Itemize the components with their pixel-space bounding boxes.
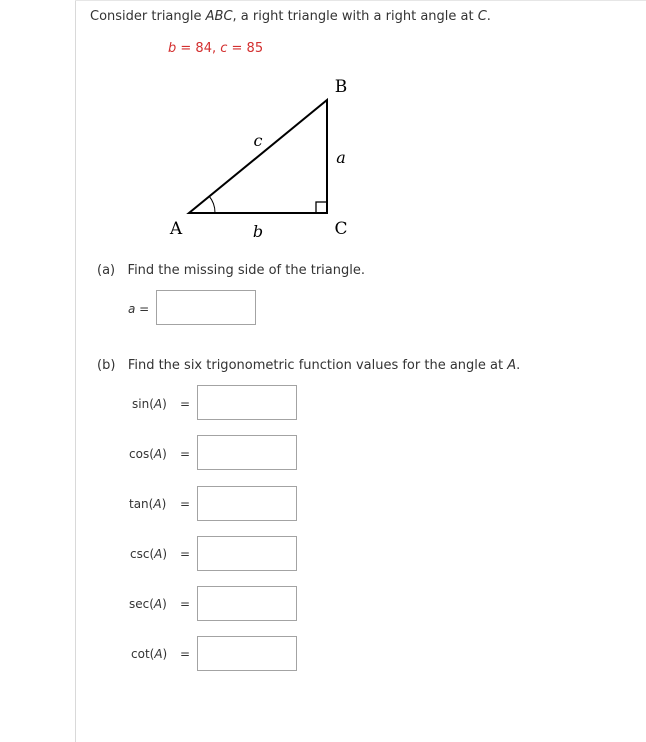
triangle-name: ABC [205,9,233,24]
answer-a-input[interactable] [156,290,256,325]
given-c-var: c [220,41,228,56]
part-b-label: (b) [97,358,116,373]
cos-close: ) [162,447,167,461]
part-b-suffix: . [516,358,521,373]
answer-a-label [128,301,149,317]
sin-arg: A [153,397,163,411]
intro-middle: , a right triangle with a right angle at [232,9,478,24]
cot-label [131,646,167,662]
cot-equals: = [180,647,191,661]
side-a-label: a [336,148,346,167]
part-a-text: Find the missing side of the triangle. [127,263,365,278]
tan-equals: = [180,497,191,511]
cos-label [129,446,167,462]
tan-close: ) [161,497,167,511]
tan-fn: tan( [129,497,154,511]
cos-equals: = [180,447,191,461]
part-b-prompt [97,358,520,374]
answer-a-eq: = [135,302,150,316]
sec-close: ) [162,597,167,611]
sec-arg: A [153,597,163,611]
csc-label [130,546,167,562]
right-triangle-diagram [0,0,646,250]
sin-close: ) [162,397,167,411]
part-a-prompt [97,263,365,279]
part-a-label: (a) [97,263,116,278]
sec-equals: = [180,597,191,611]
sin-label [132,396,167,412]
cot-input[interactable] [197,636,297,671]
vertex-c-label: C [334,219,348,239]
csc-fn: csc( [130,547,155,561]
answer-a-var: a [128,302,136,316]
tan-label [129,496,166,512]
cos-input[interactable] [197,435,297,470]
tan-input[interactable] [197,486,297,521]
csc-equals: = [180,547,191,561]
angle-a-arc [209,196,215,213]
sec-label [129,596,167,612]
vertex-b-label: B [334,77,348,97]
given-b-value: = 84, [176,41,221,56]
cot-close: ) [162,647,168,661]
cos-arg: A [153,447,163,461]
side-c-label: c [253,131,263,150]
intro-suffix: . [486,9,491,24]
sec-fn: sec( [129,597,154,611]
cot-arg: A [154,647,163,661]
part-b-text: Find the six trigonometric function values for the angle at [127,358,508,373]
right-angle-marker [316,202,327,213]
given-b-var: b [168,41,177,56]
side-b-label: b [252,222,264,241]
vertex-a-label: A [169,219,183,239]
given-c-value: = 85 [227,41,264,56]
sec-input[interactable] [197,586,297,621]
cos-fn: cos( [129,447,154,461]
part-b-angle: A [507,358,517,373]
intro-prefix: Consider triangle [90,9,206,24]
right-angle-vertex: C [477,9,487,24]
csc-close: ) [162,547,168,561]
csc-input[interactable] [197,536,297,571]
sin-fn: sin( [132,397,154,411]
csc-arg: A [154,547,163,561]
triangle-outline [189,100,327,213]
sin-input[interactable] [197,385,297,420]
tan-arg: A [153,497,162,511]
sin-equals: = [180,397,191,411]
cot-fn: cot( [131,647,155,661]
